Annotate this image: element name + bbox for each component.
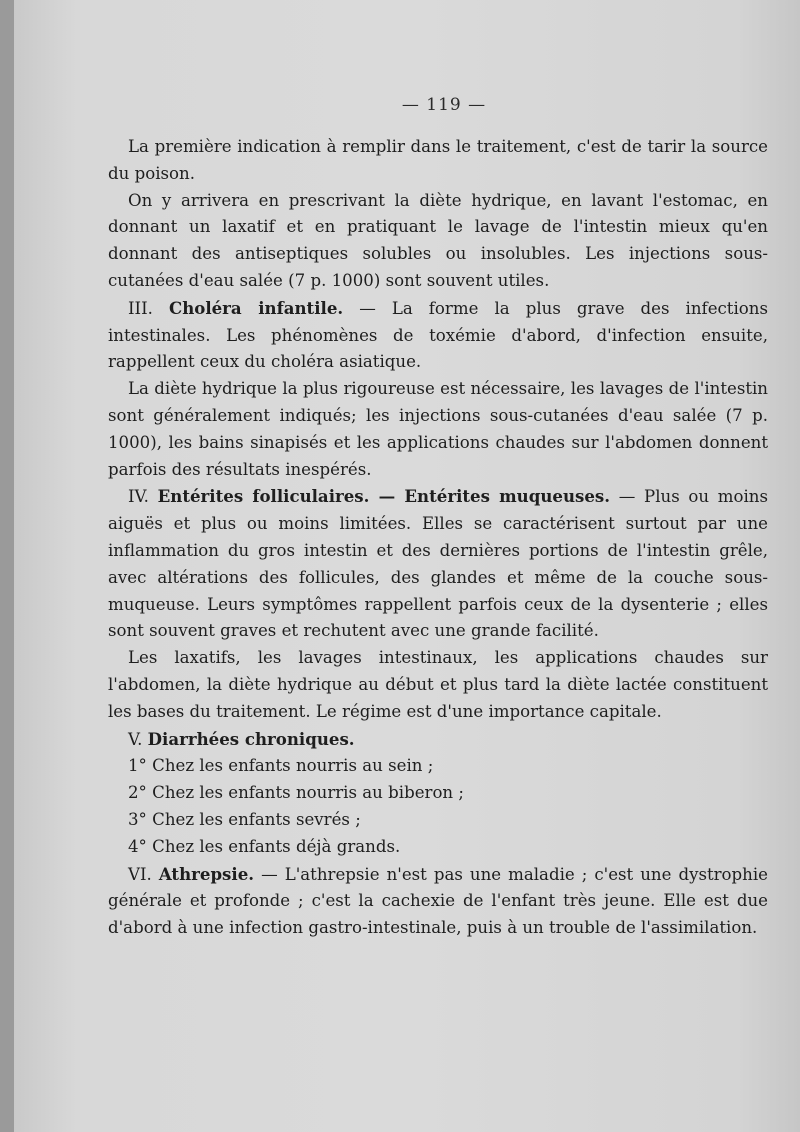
- bold-heading: Athrepsie.: [158, 863, 255, 884]
- text-run: — La forme la plus grave des infections intestinales. Les phénomènes de toxémie d'abord, d'infection ensuite, rappellent ceux du choléra asiatique.: [108, 298, 768, 372]
- text-run: On y arrivera en prescrivant la diète hydrique, en lavant l'estomac, en donnant un laxatif et en pratiquant le lavage de l'intestin mieux qu'en donnant des antiseptiques solubles ou insolubles. Les injections sous-cutanées d'eau salée (7 p. 1000) sont souvent utiles.: [108, 190, 768, 290]
- text-run: IV.: [128, 487, 158, 507]
- text-run: 2° Chez les enfants nourris au biberon ;: [128, 783, 464, 803]
- text-run: 1° Chez les enfants nourris au sein ;: [128, 756, 434, 776]
- paragraph: [108, 861, 768, 942]
- text-run: 3° Chez les enfants sevrés ;: [128, 809, 361, 829]
- text-run: — Plus ou moins aiguës et plus ou moins limitées. Elles se caractérisent surtout par une inflammation du gros intestin et des dernières portions de l'intestin grêle, avec altérations des follicules, des glandes et même de la couche sous-muqueuse. Leurs symptômes rappellent parfois ceux de la dysenterie ; elles sont souvent graves et rechutent avec une grande facilité.: [108, 487, 769, 641]
- list-item: [108, 780, 768, 807]
- text-run: — L'athrepsie n'est pas une maladie ; c'est une dystrophie générale et profonde ; c'est la cachexie de l'enfant très jeune. Elle est due d'abord à une infection gastro-intestinale, puis à un trouble de l'assimilation.: [108, 864, 768, 938]
- text-run: La première indication à remplir dans le traitement, c'est de tarir la source du poison.: [108, 137, 768, 183]
- paragraph: [108, 483, 768, 645]
- bold-heading: Entérites folliculaires. — Entérites muqueuses.: [157, 486, 611, 507]
- text-run: VI.: [128, 864, 159, 884]
- page-number: — 119 —: [401, 95, 487, 115]
- paragraph: [108, 295, 768, 376]
- text-run: 4° Chez les enfants déjà grands.: [128, 836, 401, 856]
- book-page: [14, 0, 800, 1132]
- text-run: La diète hydrique la plus rigoureuse est nécessaire, les lavages de l'intestin sont généralement indiqués; les injections sous-cutanées d'eau salée (7 p. 1000), les bains sinapisés et les applications chaudes sur l'abdomen donnent parfois des résultats inespérés.: [108, 379, 768, 479]
- text-run: III.: [128, 298, 169, 318]
- paragraph: [108, 376, 768, 483]
- list-item: [108, 753, 768, 780]
- text-run: Les laxatifs, les lavages intestinaux, les applications chaudes sur l'abdomen, la diète hydrique au début et plus tard la diète lactée constituent les bases du traitement. Le régime est d'une importance capitale.: [108, 648, 768, 721]
- text-run: V.: [128, 729, 148, 749]
- paragraph: [108, 645, 768, 725]
- paragraph: [108, 134, 768, 188]
- bold-heading: Choléra infantile.: [168, 297, 344, 318]
- bold-heading: Diarrhées chroniques.: [147, 728, 355, 749]
- list-item: [108, 834, 768, 861]
- paragraph: [108, 726, 768, 754]
- body-text: [108, 134, 768, 942]
- paragraph: [108, 188, 768, 295]
- list-item: [108, 807, 768, 834]
